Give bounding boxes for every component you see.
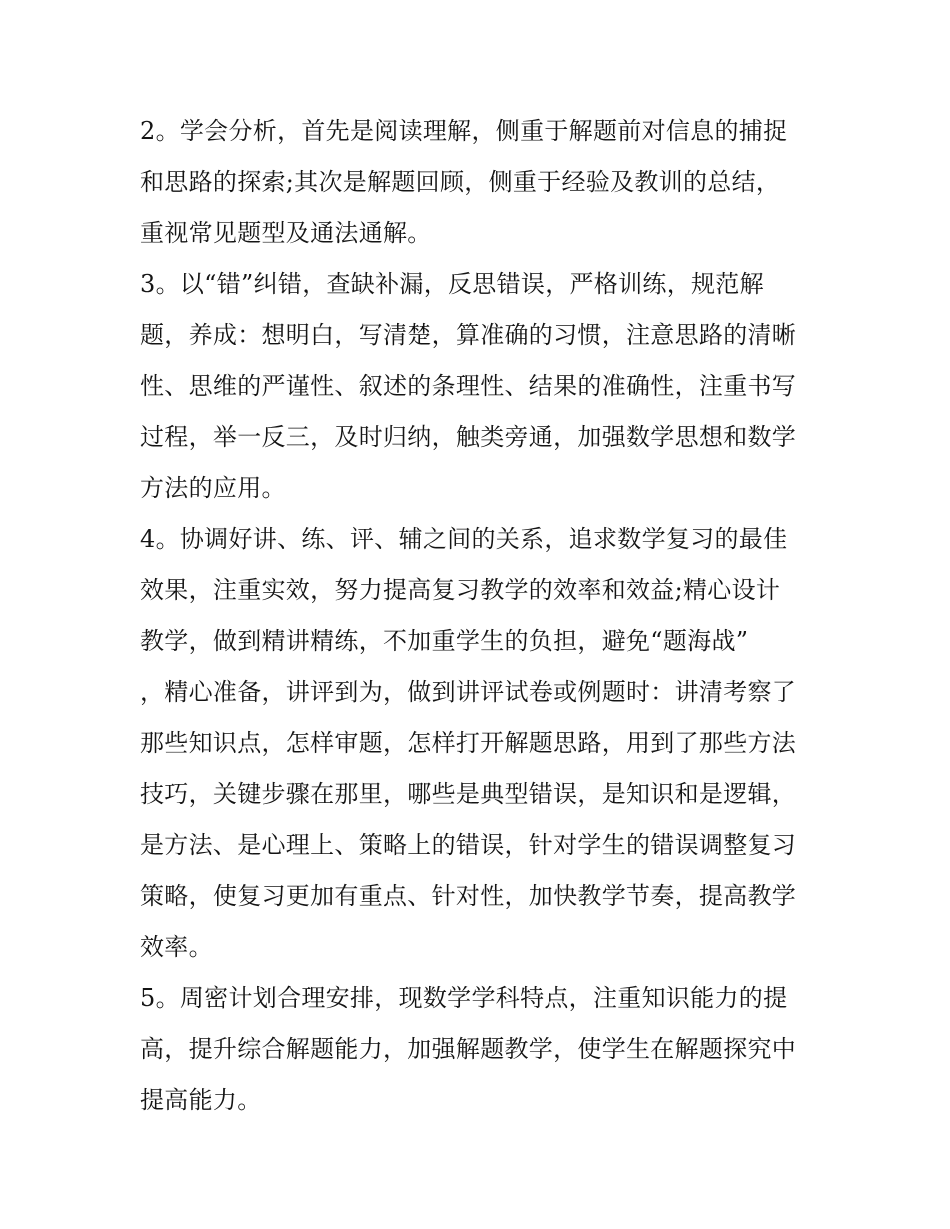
text-line: 重视常见题型及通法通解。: [140, 219, 432, 247]
text-line: 策略，使复习更加有重点、针对性，加快教学节奏，提高教学: [140, 882, 797, 910]
document-body: [140, 106, 830, 1126]
text-line: ，精心准备，讲评到为，做到讲评试卷或例题时：讲清考察了: [140, 678, 797, 706]
text-line: 教学，做到精讲精练，不加重学生的负担，避免“题海战”: [140, 627, 749, 655]
text-line: 和思路的探索;其次是解题回顾，侧重于经验及教训的总结，: [140, 168, 781, 196]
text-line: 提高能力。: [140, 1086, 262, 1114]
text-line: 方法的应用。: [140, 474, 286, 502]
text-line: 技巧，关键步骤在那里，哪些是典型错误，是知识和是逻辑，: [140, 780, 797, 808]
text-line: 那些知识点，怎样审题，怎样打开解题思路，用到了那些方法: [140, 729, 797, 757]
text-line: 过程，举一反三，及时归纳，触类旁通，加强数学思想和数学: [140, 423, 797, 451]
text-line: 效果，注重实效，努力提高复习教学的效率和效益;精心设计: [140, 576, 781, 604]
text-line: 高，提升综合解题能力，加强解题教学，使学生在解题探究中: [140, 1035, 797, 1063]
text-line: 是方法、是心理上、策略上的错误，针对学生的错误调整复习: [140, 831, 797, 859]
text-line: 题，养成：想明白，写清楚，算准确的习惯，注意思路的清晰: [140, 321, 797, 349]
text-line: 2。学会分析，首先是阅读理解，侧重于解题前对信息的捕捉: [140, 117, 788, 145]
text-line: 3。以“错”纠错，查缺补漏，反思错误，严格训练，规范解: [140, 270, 764, 298]
text-line: 5。周密计划合理安排，现数学学科特点，注重知识能力的提: [140, 984, 788, 1012]
text-line: 性、思维的严谨性、叙述的条理性、结果的准确性，注重书写: [140, 372, 797, 400]
text-line: 效率。: [140, 933, 213, 961]
text-line: 4。协调好讲、练、评、辅之间的关系，追求数学复习的最佳: [140, 525, 788, 553]
